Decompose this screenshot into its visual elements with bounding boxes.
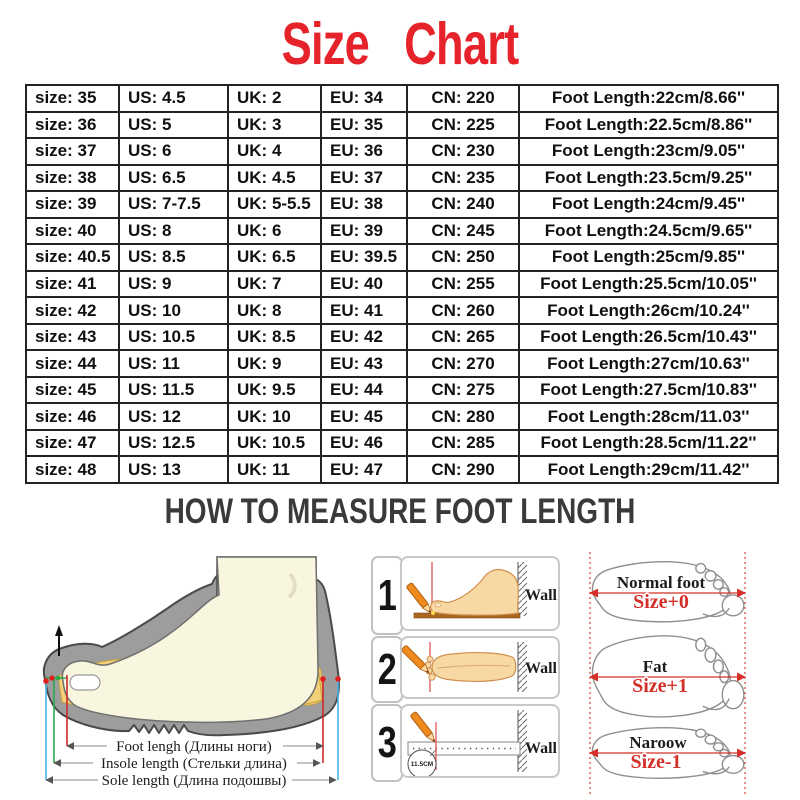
cell-eu: EU: 41 xyxy=(321,297,407,324)
cell-cn: CN: 220 xyxy=(407,85,519,112)
cell-footlength: Foot Length:29cm/11.42'' xyxy=(519,456,778,483)
foot-size-label: Size+0 xyxy=(633,591,689,613)
cell-eu: EU: 44 xyxy=(321,377,407,404)
table-row xyxy=(26,244,778,271)
cell-uk: UK: 7 xyxy=(228,271,321,298)
cell-us: US: 6 xyxy=(119,138,228,165)
cell-cn: CN: 230 xyxy=(407,138,519,165)
cell-us: US: 5 xyxy=(119,112,228,139)
section-heading: HOW TO MEASURE FOOT LENGTH xyxy=(164,492,636,531)
dot xyxy=(56,676,61,681)
table-row xyxy=(26,112,778,139)
step-panel-1 xyxy=(400,556,560,631)
wall-label: Wall xyxy=(524,660,558,677)
measure-label-foot-length: Foot lengh (Длины ноги) xyxy=(116,739,272,755)
cell-us: US: 12 xyxy=(119,403,228,430)
table-row xyxy=(26,271,778,298)
cell-cn: CN: 245 xyxy=(407,218,519,245)
dot xyxy=(49,675,54,680)
cell-cn: CN: 260 xyxy=(407,297,519,324)
cell-cn: CN: 240 xyxy=(407,191,519,218)
cell-cn: CN: 265 xyxy=(407,324,519,351)
cell-footlength: Foot Length:27cm/10.63'' xyxy=(519,350,778,377)
cell-uk: UK: 4.5 xyxy=(228,165,321,192)
cell-eu: EU: 34 xyxy=(321,85,407,112)
foot-type-name: Naroow xyxy=(629,733,687,752)
cell-size: size: 40.5 xyxy=(26,244,119,271)
table-row xyxy=(26,430,778,457)
cell-uk: UK: 3 xyxy=(228,112,321,139)
cell-size: size: 48 xyxy=(26,456,119,483)
cell-eu: EU: 36 xyxy=(321,138,407,165)
pencil-icon xyxy=(406,582,434,615)
toe-nail xyxy=(435,603,441,607)
table-row xyxy=(26,191,778,218)
cell-us: US: 9 xyxy=(119,271,228,298)
cell-size: size: 47 xyxy=(26,430,119,457)
cell-size: size: 43 xyxy=(26,324,119,351)
cell-uk: UK: 10 xyxy=(228,403,321,430)
cell-eu: EU: 38 xyxy=(321,191,407,218)
cell-uk: UK: 5-5.5 xyxy=(228,191,321,218)
cell-uk: UK: 6.5 xyxy=(228,244,321,271)
cell-footlength: Foot Length:26cm/10.24'' xyxy=(519,297,778,324)
table-row xyxy=(26,377,778,404)
cell-uk: UK: 8 xyxy=(228,297,321,324)
cell-size: size: 35 xyxy=(26,85,119,112)
foot-inside xyxy=(62,557,318,722)
table-row xyxy=(26,297,778,324)
cell-cn: CN: 225 xyxy=(407,112,519,139)
step2-illustration xyxy=(402,638,558,697)
cell-uk: UK: 9 xyxy=(228,350,321,377)
cell-footlength: Foot Length:22.5cm/8.86'' xyxy=(519,112,778,139)
cell-us: US: 10.5 xyxy=(119,324,228,351)
cell-cn: CN: 275 xyxy=(407,377,519,404)
cell-us: US: 11.5 xyxy=(119,377,228,404)
cell-cn: CN: 255 xyxy=(407,271,519,298)
cell-eu: EU: 39.5 xyxy=(321,244,407,271)
cell-size: size: 41 xyxy=(26,271,119,298)
cell-us: US: 7-7.5 xyxy=(119,191,228,218)
step-panel-2 xyxy=(400,636,560,699)
measure-label-insole-length: Insole length (Стельки длина) xyxy=(101,756,287,772)
table-row xyxy=(26,138,778,165)
cell-size: size: 38 xyxy=(26,165,119,192)
step-number-2 xyxy=(371,636,403,703)
cell-eu: EU: 39 xyxy=(321,218,407,245)
cell-cn: CN: 250 xyxy=(407,244,519,271)
cell-uk: UK: 8.5 xyxy=(228,324,321,351)
cell-footlength: Foot Length:24.5cm/9.65'' xyxy=(519,218,778,245)
step-number-3 xyxy=(371,704,403,782)
cell-footlength: Foot Length:26.5cm/10.43'' xyxy=(519,324,778,351)
table-row xyxy=(26,403,778,430)
foot-types-diagram xyxy=(563,548,800,800)
wall-label: Wall xyxy=(524,587,558,604)
toe xyxy=(429,674,435,680)
page-title: Size Chart xyxy=(281,11,519,78)
table-row xyxy=(26,218,778,245)
cell-eu: EU: 40 xyxy=(321,271,407,298)
cell-us: US: 13 xyxy=(119,456,228,483)
cell-size: size: 40 xyxy=(26,218,119,245)
cell-us: US: 11 xyxy=(119,350,228,377)
cell-footlength: Foot Length:23cm/9.05'' xyxy=(519,138,778,165)
table-row xyxy=(26,85,778,112)
table-row xyxy=(26,456,778,483)
cell-cn: CN: 270 xyxy=(407,350,519,377)
cell-eu: EU: 42 xyxy=(321,324,407,351)
table-row xyxy=(26,165,778,192)
step-panel-3 xyxy=(400,704,560,778)
cell-cn: CN: 290 xyxy=(407,456,519,483)
cell-footlength: Foot Length:23.5cm/9.25'' xyxy=(519,165,778,192)
cell-eu: EU: 47 xyxy=(321,456,407,483)
foot-size-label: Size+1 xyxy=(632,675,688,697)
cell-uk: UK: 9.5 xyxy=(228,377,321,404)
foot-size-label: Size-1 xyxy=(630,751,682,773)
mark-spark xyxy=(431,611,435,615)
cell-size: size: 36 xyxy=(26,112,119,139)
step-number-label: 1 xyxy=(377,570,397,620)
size-table xyxy=(25,84,779,484)
cell-footlength: Foot Length:28.5cm/11.22'' xyxy=(519,430,778,457)
measure-label-sole-length: Sole length (Длина подошвы) xyxy=(101,773,287,789)
cell-cn: CN: 285 xyxy=(407,430,519,457)
shoe-measurement-diagram xyxy=(0,548,370,800)
foot-type-name: Fat xyxy=(642,657,668,676)
dot xyxy=(320,676,326,682)
big-toe xyxy=(70,675,100,690)
toe-arrow-head xyxy=(55,625,63,636)
cell-uk: UK: 6 xyxy=(228,218,321,245)
cell-us: US: 6.5 xyxy=(119,165,228,192)
cell-footlength: Foot Length:24cm/9.45'' xyxy=(519,191,778,218)
cell-footlength: Foot Length:22cm/8.66'' xyxy=(519,85,778,112)
toe xyxy=(427,656,433,662)
dot xyxy=(43,678,49,684)
cell-footlength: Foot Length:28cm/11.03'' xyxy=(519,403,778,430)
step1-illustration xyxy=(402,558,558,629)
dot xyxy=(335,676,341,682)
foot-type-name: Normal foot xyxy=(616,573,706,592)
cell-us: US: 10 xyxy=(119,297,228,324)
cell-size: size: 37 xyxy=(26,138,119,165)
cell-us: US: 12.5 xyxy=(119,430,228,457)
step3-illustration xyxy=(402,706,558,776)
wall-label: Wall xyxy=(524,740,558,757)
cell-us: US: 4.5 xyxy=(119,85,228,112)
cell-eu: EU: 35 xyxy=(321,112,407,139)
table-row xyxy=(26,350,778,377)
cell-footlength: Foot Length:25.5cm/10.05'' xyxy=(519,271,778,298)
cell-cn: CN: 235 xyxy=(407,165,519,192)
cell-size: size: 44 xyxy=(26,350,119,377)
foot-side-view xyxy=(431,570,519,616)
cell-footlength: Foot Length:25cm/9.85'' xyxy=(519,244,778,271)
cell-eu: EU: 46 xyxy=(321,430,407,457)
cell-us: US: 8.5 xyxy=(119,244,228,271)
table-row xyxy=(26,324,778,351)
cell-eu: EU: 37 xyxy=(321,165,407,192)
step-number-label: 2 xyxy=(377,644,397,694)
cell-uk: UK: 10.5 xyxy=(228,430,321,457)
cell-cn: CN: 280 xyxy=(407,403,519,430)
cell-us: US: 8 xyxy=(119,218,228,245)
cell-uk: UK: 4 xyxy=(228,138,321,165)
cell-eu: EU: 45 xyxy=(321,403,407,430)
cell-size: size: 46 xyxy=(26,403,119,430)
cell-uk: UK: 2 xyxy=(228,85,321,112)
ruler-note: 11.5CM xyxy=(410,761,434,768)
cell-eu: EU: 43 xyxy=(321,350,407,377)
cell-size: size: 45 xyxy=(26,377,119,404)
cell-size: size: 39 xyxy=(26,191,119,218)
step-number-1 xyxy=(371,556,403,635)
pencil-icon xyxy=(410,711,438,744)
step-number-label: 3 xyxy=(377,718,397,767)
cell-uk: UK: 11 xyxy=(228,456,321,483)
cell-size: size: 42 xyxy=(26,297,119,324)
cell-footlength: Foot Length:27.5cm/10.83'' xyxy=(519,377,778,404)
